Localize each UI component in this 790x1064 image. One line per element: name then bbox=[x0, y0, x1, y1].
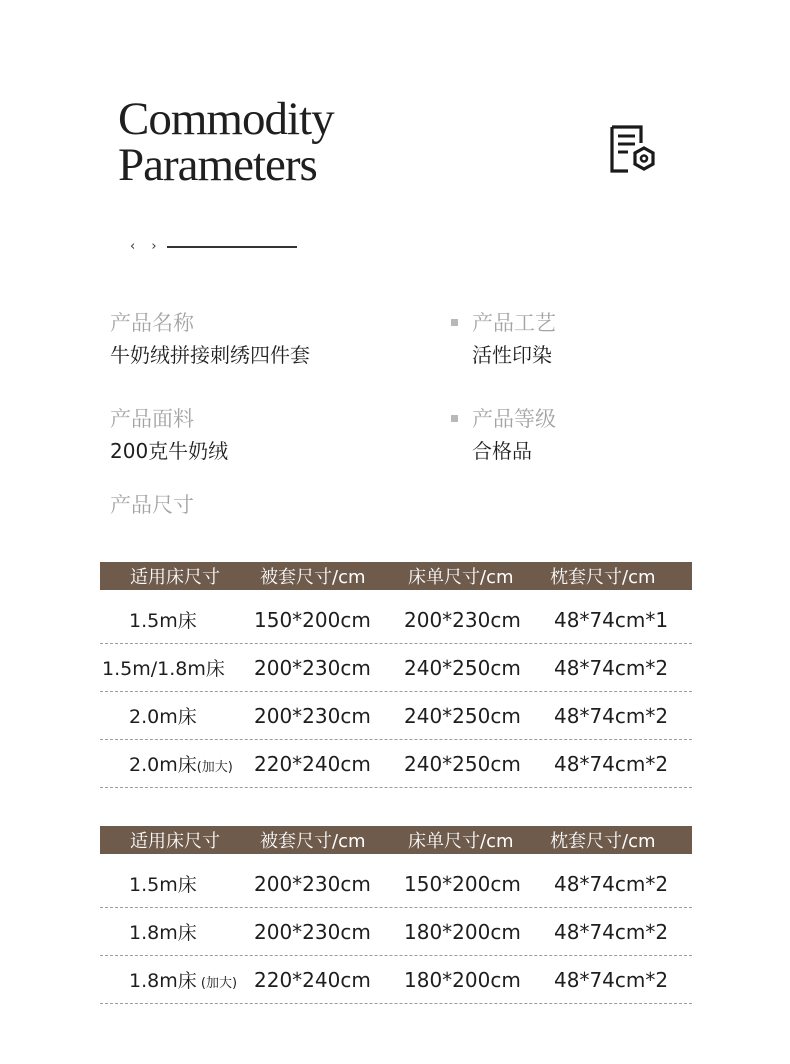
param-label: 产品等级 bbox=[472, 407, 556, 431]
header-duvet-size: 被套尺寸/cm bbox=[260, 831, 366, 852]
cell-pillow: 48*74cm*1 bbox=[554, 607, 669, 632]
cell-duvet: 220*240cm bbox=[254, 751, 371, 776]
table-row bbox=[100, 596, 692, 644]
param-value: 牛奶绒拼接刺绣四件套 bbox=[110, 343, 310, 367]
param-product-size bbox=[110, 491, 194, 519]
size-table-1 bbox=[100, 562, 692, 788]
table-header bbox=[100, 826, 692, 854]
cell-duvet: 220*240cm bbox=[254, 967, 371, 992]
cell-bed: 2.0m床 bbox=[129, 706, 197, 728]
param-product-name bbox=[110, 309, 310, 369]
bullet-icon bbox=[451, 415, 458, 422]
cell-bed: 1.5m/1.8m床 bbox=[102, 658, 225, 680]
cell-sheet: 180*200cm bbox=[404, 967, 521, 992]
param-value: 活性印染 bbox=[472, 343, 552, 367]
cell-bed: 1.5m床 bbox=[129, 874, 197, 896]
bed-size-note: (加大) bbox=[196, 760, 233, 775]
cell-duvet: 200*230cm bbox=[254, 919, 371, 944]
header-bed-size: 适用床尺寸 bbox=[130, 831, 220, 852]
header-pillow-size: 枕套尺寸/cm bbox=[550, 831, 656, 852]
page-title bbox=[118, 93, 334, 191]
param-label: 产品工艺 bbox=[472, 311, 556, 335]
table-row bbox=[100, 692, 692, 740]
cell-duvet: 200*230cm bbox=[254, 655, 371, 680]
header-pillow-size: 枕套尺寸/cm bbox=[550, 567, 656, 588]
document-gear-icon bbox=[608, 124, 658, 176]
cell-duvet: 200*230cm bbox=[254, 703, 371, 728]
cell-pillow: 48*74cm*2 bbox=[554, 751, 669, 776]
cell-pillow: 48*74cm*2 bbox=[554, 967, 669, 992]
header-duvet-size: 被套尺寸/cm bbox=[260, 567, 366, 588]
table-row bbox=[100, 740, 692, 788]
param-label: 产品名称 bbox=[110, 311, 194, 335]
param-value: 200克牛奶绒 bbox=[110, 439, 229, 463]
table-row bbox=[100, 956, 692, 1004]
title-line-1: Commodity bbox=[118, 93, 334, 145]
cell-sheet: 200*230cm bbox=[404, 607, 521, 632]
cell-pillow: 48*74cm*2 bbox=[554, 919, 669, 944]
table-row bbox=[100, 908, 692, 956]
cell-sheet: 240*250cm bbox=[404, 751, 521, 776]
title-line-2: Parameters bbox=[118, 139, 317, 191]
bed-size-note: (加大) bbox=[196, 976, 238, 991]
header-sheet-size: 床单尺寸/cm bbox=[408, 831, 514, 852]
cell-sheet: 180*200cm bbox=[404, 919, 521, 944]
cell-bed: 2.0m床(加大) bbox=[129, 754, 233, 776]
cell-bed: 1.5m床 bbox=[129, 610, 197, 632]
header-bed-size: 适用床尺寸 bbox=[130, 567, 220, 588]
table-row bbox=[100, 860, 692, 908]
table-row bbox=[100, 644, 692, 692]
param-label: 产品面料 bbox=[110, 407, 194, 431]
table-header bbox=[100, 562, 692, 590]
size-table-2 bbox=[100, 826, 692, 1004]
cell-bed: 1.8m床 bbox=[129, 922, 197, 944]
cell-sheet: 150*200cm bbox=[404, 871, 521, 896]
carousel-arrows[interactable]: ‹ › bbox=[130, 239, 163, 254]
param-label: 产品尺寸 bbox=[110, 493, 194, 517]
bullet-icon bbox=[451, 319, 458, 326]
param-product-grade bbox=[472, 405, 556, 465]
header-sheet-size: 床单尺寸/cm bbox=[408, 567, 514, 588]
cell-sheet: 240*250cm bbox=[404, 703, 521, 728]
param-product-fabric bbox=[110, 405, 228, 465]
cell-pillow: 48*74cm*2 bbox=[554, 703, 669, 728]
cell-duvet: 200*230cm bbox=[254, 871, 371, 896]
cell-pillow: 48*74cm*2 bbox=[554, 655, 669, 680]
cell-sheet: 240*250cm bbox=[404, 655, 521, 680]
param-value: 合格品 bbox=[472, 439, 532, 463]
cell-pillow: 48*74cm*2 bbox=[554, 871, 669, 896]
param-product-craft bbox=[472, 309, 556, 369]
cell-duvet: 150*200cm bbox=[254, 607, 371, 632]
cell-bed: 1.8m床 (加大) bbox=[129, 970, 238, 992]
title-underline bbox=[167, 246, 297, 248]
